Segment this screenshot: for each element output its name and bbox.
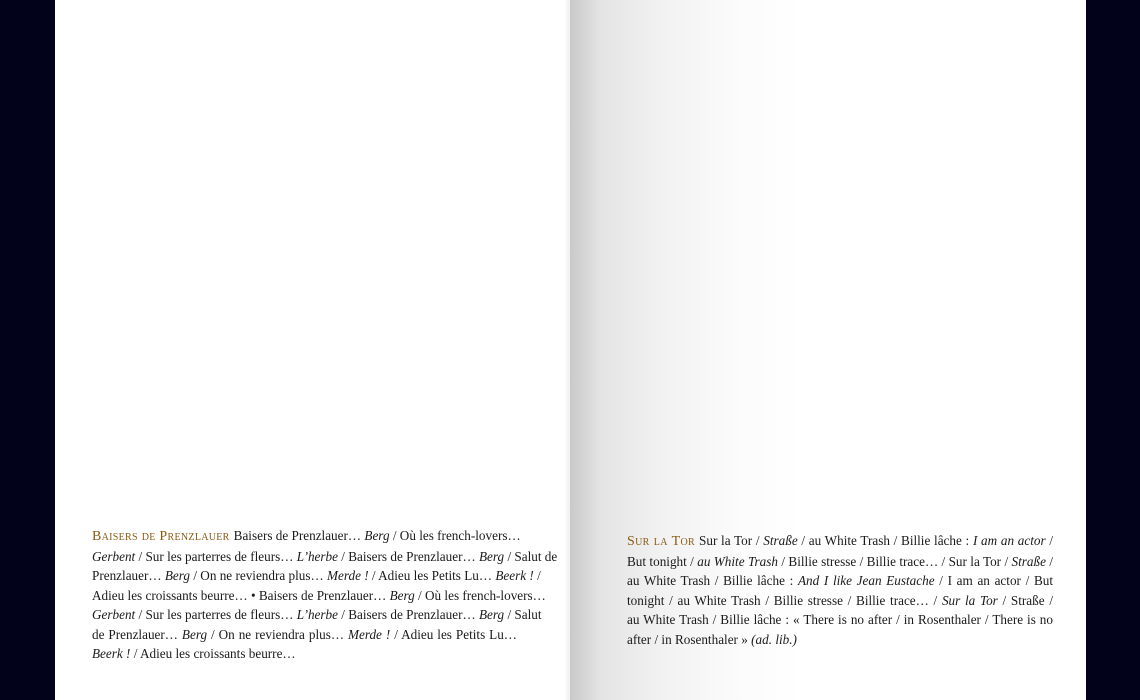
text-line bbox=[627, 571, 1053, 591]
text-run: Sur la Tor / bbox=[699, 533, 764, 548]
right-poem-paragraph bbox=[627, 531, 1053, 649]
italic-phrase: Beerk ! bbox=[495, 568, 534, 583]
italic-phrase: Berg bbox=[364, 528, 390, 543]
text-line bbox=[92, 625, 517, 645]
text-line bbox=[92, 605, 542, 625]
section-heading: Sur la Tor bbox=[627, 534, 696, 549]
text-run: / Baisers de Prenzlauer… bbox=[337, 607, 479, 622]
text-run: / On ne reviendra plus… bbox=[190, 568, 327, 583]
italic-phrase: Berg bbox=[389, 587, 415, 603]
text-line bbox=[627, 552, 1053, 572]
italic-phrase: L’herbe bbox=[296, 607, 338, 622]
text-run: / Baisers de Prenzlauer… bbox=[337, 548, 479, 564]
italic-phrase: Straße bbox=[1011, 553, 1046, 569]
italic-phrase: Beerk ! bbox=[92, 646, 131, 661]
italic-phrase: (ad. lib.) bbox=[751, 631, 797, 647]
left-page bbox=[55, 0, 570, 700]
text-run: Adieu les croissants beurre… • Baisers de Prenzlauer… bbox=[92, 587, 390, 603]
text-run: / I am an actor / But bbox=[934, 573, 1054, 588]
italic-phrase: Berg bbox=[164, 568, 191, 583]
text-run: / Salut bbox=[504, 607, 542, 622]
text-run: / Billie stresse / Billie trace… / Sur la Tor / bbox=[778, 553, 1012, 569]
right-page bbox=[570, 0, 1086, 700]
text-run: / On ne reviendra plus… bbox=[207, 626, 348, 642]
text-run: / Adieu les Petits Lu… bbox=[390, 626, 517, 642]
text-run: after / in Rosenthaler » bbox=[627, 631, 752, 647]
text-run: / bbox=[1045, 553, 1053, 569]
italic-phrase: Gerbent bbox=[92, 607, 136, 622]
text-line bbox=[92, 566, 541, 586]
text-line bbox=[627, 630, 1053, 650]
text-run: / au White Trash / Billie lâche : bbox=[797, 533, 973, 548]
text-line bbox=[92, 547, 558, 567]
italic-phrase: Sur la Tor bbox=[941, 592, 998, 608]
text-run: au White Trash / Billie lâche : « There is no after / in Rosenthaler / There is no bbox=[627, 612, 1053, 627]
text-run: de Prenzlauer… bbox=[92, 626, 182, 642]
text-line bbox=[92, 586, 546, 606]
italic-phrase: Merde ! bbox=[327, 568, 369, 583]
text-run: / Sur les parterres de fleurs… bbox=[135, 607, 297, 622]
italic-phrase: Berg bbox=[478, 607, 505, 622]
text-run: au White Trash / Billie lâche : bbox=[627, 573, 798, 588]
text-run: But tonight / bbox=[627, 553, 698, 569]
text-line bbox=[627, 531, 1053, 552]
text-line bbox=[627, 591, 1053, 611]
text-run: / Salut de bbox=[504, 548, 558, 564]
left-poem-paragraph bbox=[92, 526, 558, 664]
text-line bbox=[92, 644, 517, 664]
italic-phrase: au White Trash bbox=[697, 553, 778, 569]
book-spread bbox=[55, 0, 1086, 700]
italic-phrase: I am an actor bbox=[972, 533, 1046, 548]
text-run: / bbox=[1045, 533, 1053, 548]
text-line bbox=[92, 526, 521, 547]
text-run: / Straße / bbox=[997, 592, 1053, 608]
section-heading: Baisers de Prenzlauer bbox=[92, 529, 230, 544]
text-run: tonight / au White Trash / Billie stresse / Billie trace… / bbox=[627, 592, 942, 608]
text-run: / Adieu les croissants beurre… bbox=[130, 646, 296, 661]
text-run: Baisers de Prenzlauer… bbox=[233, 528, 365, 543]
text-line bbox=[627, 610, 1053, 630]
text-run: / Sur les parterres de fleurs… bbox=[135, 548, 297, 564]
text-run: / Où les french-lovers… bbox=[389, 528, 521, 543]
text-run: / Adieu les Petits Lu… bbox=[368, 568, 496, 583]
italic-phrase: Berg bbox=[181, 626, 208, 642]
italic-phrase: Gerbent bbox=[92, 548, 136, 564]
text-run: / Où les french-lovers… bbox=[414, 587, 546, 603]
text-run: / bbox=[533, 568, 541, 583]
italic-phrase: Straße bbox=[763, 533, 798, 548]
italic-phrase: L’herbe bbox=[296, 548, 338, 564]
italic-phrase: Berg bbox=[478, 548, 505, 564]
italic-phrase: And I like Jean Eustache bbox=[797, 573, 935, 588]
text-run: Prenzlauer… bbox=[92, 568, 165, 583]
italic-phrase: Merde ! bbox=[347, 626, 391, 642]
